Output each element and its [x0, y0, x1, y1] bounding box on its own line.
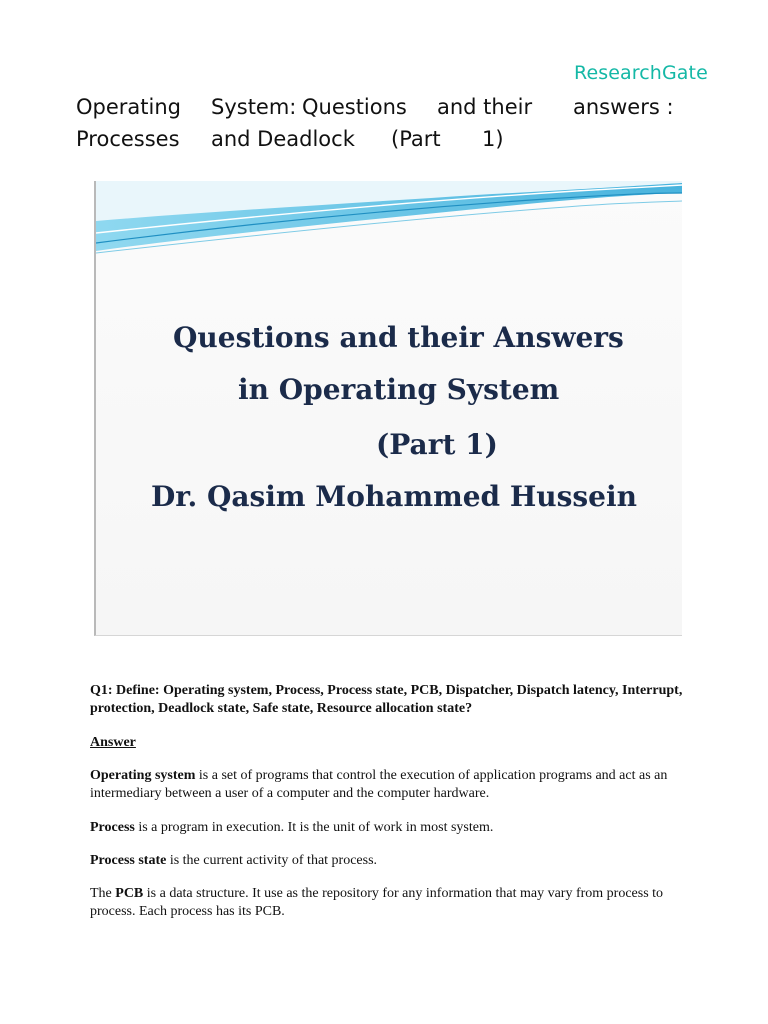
definition-paragraph — [90, 819, 710, 837]
document-title-line-1 — [76, 95, 676, 125]
title-word: Questions — [302, 95, 407, 119]
definition-prefix: The — [90, 886, 116, 901]
title-slide-image — [94, 181, 682, 636]
definition-paragraph — [90, 885, 710, 921]
document-title-line-2 — [76, 127, 676, 157]
definition-text: is a set of programs that control the execution of application programs and act as an intermediary between a user of a computer and the computer hardware. — [90, 768, 668, 801]
title-word: 1) — [482, 127, 504, 151]
title-word: answers : — [573, 95, 674, 119]
wave-decoration — [96, 181, 682, 261]
title-word: Operating — [76, 95, 181, 119]
definition-term: Process state — [90, 853, 167, 868]
question-heading: Q1: Define: Operating system, Process, Process state, PCB, Dispatcher, Dispatch latency, Interrupt, protection, Deadlock state, Safe state, Resource allocation state? — [90, 683, 683, 716]
definition-term: Process — [90, 820, 135, 835]
title-word: System: — [211, 95, 297, 119]
slide-title-line-3: (Part 1) — [376, 428, 498, 461]
definition-term: Operating system — [90, 768, 196, 783]
definition-paragraph — [90, 852, 710, 870]
title-word: and Deadlock — [211, 127, 355, 151]
slide-author: Dr. Qasim Mohammed Hussein — [151, 480, 637, 513]
definition-term: PCB — [115, 886, 144, 901]
definition-text: is a program in execution. It is the unit of work in most system. — [134, 820, 494, 835]
researchgate-logo[interactable]: ResearchGate — [574, 62, 708, 84]
slide-title-line-1: Questions and their Answers — [173, 321, 624, 354]
definition-text: is a data structure. It use as the repository for any information that may vary from process to process. Each process has its PCB. — [90, 886, 664, 919]
slide-title-line-2: in Operating System — [238, 373, 560, 406]
title-word: (Part — [391, 127, 441, 151]
title-word: and their — [437, 95, 533, 119]
definition-text: is the current activity of that process. — [166, 853, 378, 868]
title-word: Processes — [76, 127, 180, 151]
answer-heading: Answer — [90, 735, 136, 750]
definition-paragraph — [90, 767, 710, 803]
